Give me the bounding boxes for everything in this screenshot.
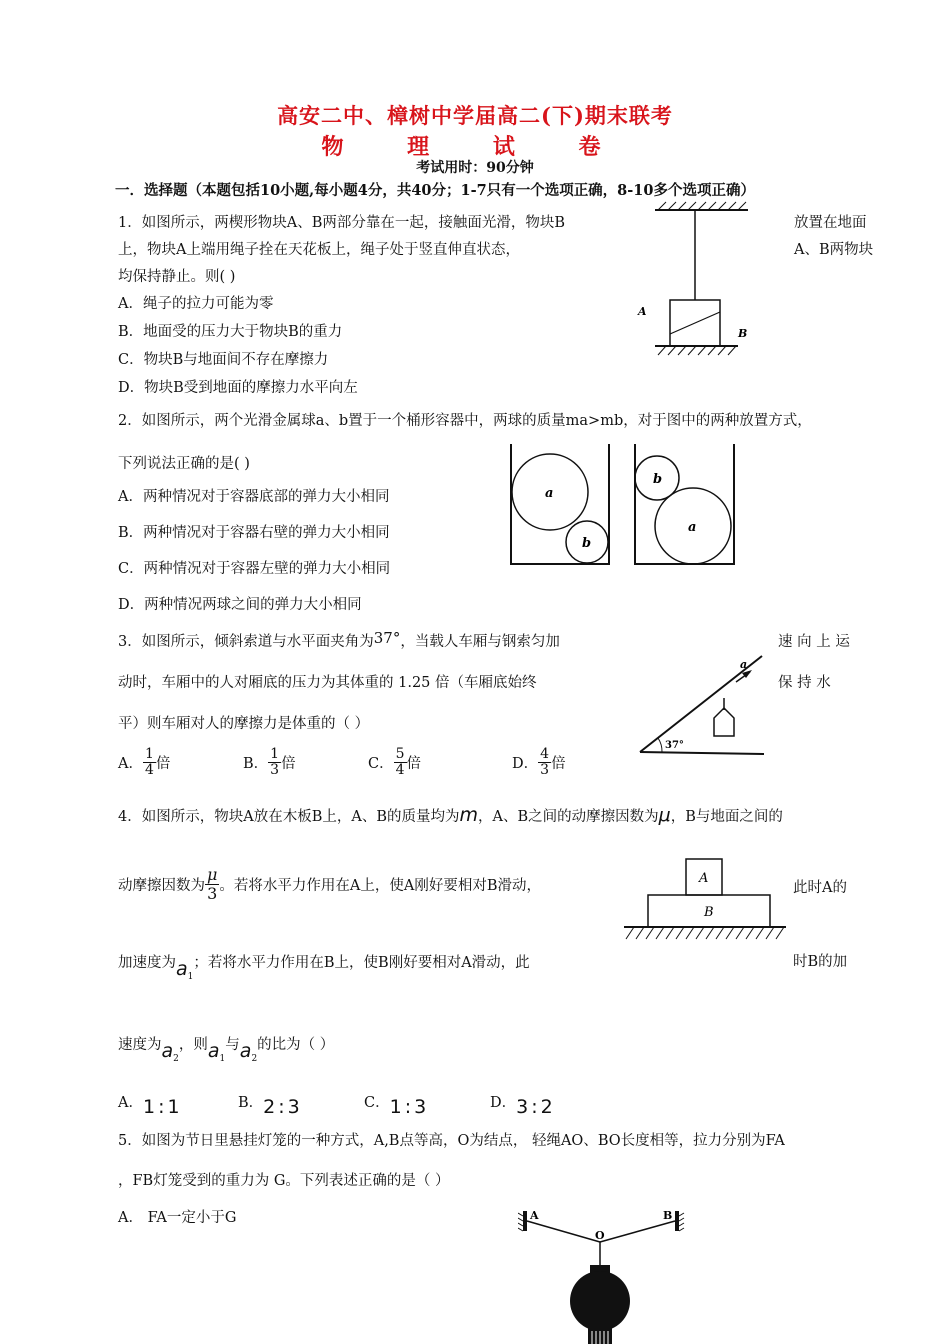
- q4-line2-a: 动摩擦因数为: [118, 878, 205, 894]
- q4-accel-a2: a: [161, 1040, 174, 1062]
- q4-mu-frac-den: 3: [207, 884, 218, 903]
- q2-option-a: A．两种情况对于容器底部的弹力大小相同: [118, 489, 390, 505]
- q4-line2-right: 此时A的: [793, 880, 847, 896]
- q3-line1: [118, 630, 560, 651]
- q4-mu: μ: [658, 804, 671, 826]
- q4-line3-b: ；若将水平力作用在B上，使B刚好要相对A滑动，此: [193, 955, 530, 971]
- q3-line3: 平）则车厢对人的摩擦力是体重的（ ）: [118, 716, 370, 732]
- q2-fig-label-a1: a: [545, 486, 554, 501]
- q1-line2: 上，物块A上端用绳子拴在天花板上，绳子处于竖直伸直状态，: [118, 242, 520, 258]
- exam-subtitle: 物 理 试 卷: [321, 134, 629, 160]
- q3-option-d-frac: [538, 747, 551, 778]
- q4-fig-label-a: A: [699, 871, 709, 886]
- q3-option-b-letter: B．: [243, 756, 269, 772]
- q3-line1-b: ，当载人车厢与钢索匀加: [400, 634, 560, 650]
- q4-mass: m: [459, 804, 478, 826]
- q3-option-a-frac: [143, 747, 156, 778]
- q5-fig-label-o: O: [595, 1229, 605, 1242]
- q5-line1: 5．如图为节日里悬挂灯笼的一种方式，A,B点等高，O为结点， 轻绳AO、BO长度相等，拉力分别为FA: [118, 1133, 785, 1149]
- q4-accel-a2-sub: 2: [173, 1054, 179, 1064]
- q2-line2: 下列说法正确的是( ): [118, 456, 250, 472]
- q4-line2: [118, 866, 541, 903]
- q3-option-b-suffix: 倍: [281, 756, 296, 772]
- q3-option-b: [243, 747, 296, 778]
- q4-line3-a: 加速度为: [118, 955, 176, 971]
- q2-option-d: D．两种情况两球之间的弹力大小相同: [118, 597, 362, 613]
- q4-line4-b: ，则: [178, 1037, 208, 1053]
- q5-option-a: A． FA一定小于G: [118, 1210, 237, 1226]
- q1-line1-right: 放置在地面: [794, 215, 867, 231]
- q3-option-c-frac: [394, 747, 407, 778]
- q3-angle: 37°: [373, 629, 401, 647]
- q4-ratio-a2-sub: 2: [251, 1054, 258, 1064]
- q3-option-b-num: 1: [270, 746, 280, 762]
- q3-option-b-den: 3: [270, 762, 280, 778]
- q1-figure: [630, 200, 760, 360]
- exam-time: 考试用时：90分钟: [416, 160, 534, 176]
- q2-option-b: B．两种情况对于容器右壁的弹力大小相同: [118, 525, 390, 541]
- q4-line4-c: 与: [225, 1037, 240, 1053]
- q3-option-d-num: 4: [540, 746, 550, 762]
- q1-line2-right: A、B两物块: [794, 242, 874, 258]
- q1-line1: 1．如图所示，两楔形物块A、B两部分靠在一起，接触面光滑，物块B: [118, 215, 566, 231]
- q3-option-c-suffix: 倍: [406, 756, 422, 772]
- q3-option-a: [118, 747, 170, 778]
- q4-mu-frac: [205, 866, 219, 903]
- q4-mu-frac-num: μ: [207, 865, 218, 884]
- q4-option-a-letter: A．: [118, 1095, 143, 1111]
- q1-option-a: A．绳子的拉力可能为零: [118, 296, 274, 312]
- q4-option-a: [118, 1090, 183, 1118]
- q1-line3: 均保持静止。则( ): [118, 269, 236, 285]
- q4-fig-label-b: B: [704, 905, 714, 920]
- q4-line3: [118, 950, 530, 982]
- exam-title: 高安二中、樟树中学届高二(下)期末联考: [277, 103, 673, 128]
- q2-fig-label-b1: b: [582, 536, 592, 551]
- q4-option-a-value: 1:1: [142, 1096, 183, 1118]
- q1-fig-label-b: B: [738, 327, 748, 340]
- q4-option-d-value: 3:2: [516, 1096, 556, 1118]
- q2-option-c: C．两种情况对于容器左壁的弹力大小相同: [118, 561, 391, 577]
- q4-option-b-value: 2:3: [263, 1096, 303, 1118]
- q2-line1: 2．如图所示，两个光滑金属球a、b置于一个桶形容器中，两球的质量ma>mb，对于图中的两种放置方式，: [118, 413, 812, 429]
- q5-figure: [518, 1205, 686, 1344]
- q1-option-b: B．地面受的压力大于物块B的重力: [118, 324, 343, 340]
- q3-line2-right: 保 持 水: [778, 675, 831, 691]
- q4-line4-d: 的比为（ ）: [257, 1037, 335, 1053]
- q3-option-a-suffix: 倍: [155, 756, 171, 772]
- q4-figure: [620, 855, 790, 955]
- q4-ratio-a2: a: [239, 1040, 252, 1062]
- q4-line1-b: ，A、B之间的动摩擦因数为: [478, 809, 659, 825]
- q4-option-c-letter: C．: [364, 1095, 390, 1111]
- q3-fig-angle: 37°: [665, 740, 684, 751]
- q4-option-c: [364, 1090, 430, 1118]
- q3-line1-right: 速 向 上 运: [778, 634, 850, 650]
- q3-line2: 动时，车厢中的人对厢底的压力为其体重的 1.25 倍（车厢底始终: [118, 675, 537, 691]
- q3-option-a-num: 1: [144, 746, 154, 762]
- q3-option-b-frac: [268, 747, 281, 778]
- q4-ratio-a1: a: [207, 1040, 220, 1062]
- section-heading: 一．选择题（本题包括10小题,每小题4分，共40分；1-7只有一个选项正确，8-10多个选项正确）: [115, 182, 755, 199]
- q4-option-d-letter: D．: [490, 1095, 517, 1111]
- q4-option-b-letter: B．: [238, 1095, 264, 1111]
- q3-fig-label-a: a: [740, 658, 748, 671]
- q2-fig-label-b2: b: [653, 472, 663, 487]
- q4-ratio-a1-sub: 1: [219, 1054, 226, 1064]
- q3-option-d-letter: D．: [512, 756, 539, 772]
- q5-line2: ，FB灯笼受到的重力为 G。下列表述正确的是（ ）: [118, 1173, 450, 1189]
- q1-option-c: C．物块B与地面间不存在摩擦力: [118, 352, 329, 368]
- q4-line1-c: ，B与地面之间的: [670, 809, 783, 825]
- q4-line4-a: 速度为: [118, 1037, 162, 1053]
- q2-figure: [505, 440, 740, 570]
- q3-option-c-den: 4: [395, 762, 405, 778]
- q3-option-a-den: 4: [144, 762, 154, 778]
- q4-line1-a: 4．如图所示，物块A放在木板B上，A、B的质量均为: [118, 809, 460, 825]
- q4-option-d: [490, 1090, 556, 1118]
- q4-option-c-value: 1:3: [389, 1096, 430, 1118]
- q3-option-d: [512, 747, 566, 778]
- q3-option-d-den: 3: [540, 762, 550, 778]
- q2-fig-label-a2: a: [688, 520, 697, 535]
- q4-accel-a1-sub: 1: [187, 972, 194, 982]
- q1-fig-label-a: A: [638, 305, 647, 318]
- q4-line2-b: 。若将水平力作用在A上，使A刚好要相对B滑动，: [219, 878, 542, 894]
- q3-line1-a: 3．如图所示，倾斜索道与水平面夹角为: [118, 634, 374, 650]
- q3-option-c-num: 5: [395, 746, 405, 762]
- q3-option-a-letter: A．: [118, 756, 143, 772]
- q3-figure: [632, 648, 772, 763]
- q3-option-c-letter: C．: [368, 756, 394, 772]
- q4-option-b: [238, 1090, 303, 1118]
- q4-line3-right: 时B的加: [793, 954, 848, 970]
- q5-fig-label-a: A: [530, 1209, 539, 1222]
- q3-option-c: [368, 747, 421, 778]
- q4-line4: [118, 1032, 335, 1064]
- q5-fig-label-b: B: [663, 1209, 673, 1222]
- q4-line1: [118, 804, 783, 826]
- q4-accel-a1: a: [176, 958, 188, 980]
- q3-option-d-suffix: 倍: [551, 756, 566, 772]
- q1-option-d: D．物块B受到地面的摩擦力水平向左: [118, 380, 358, 396]
